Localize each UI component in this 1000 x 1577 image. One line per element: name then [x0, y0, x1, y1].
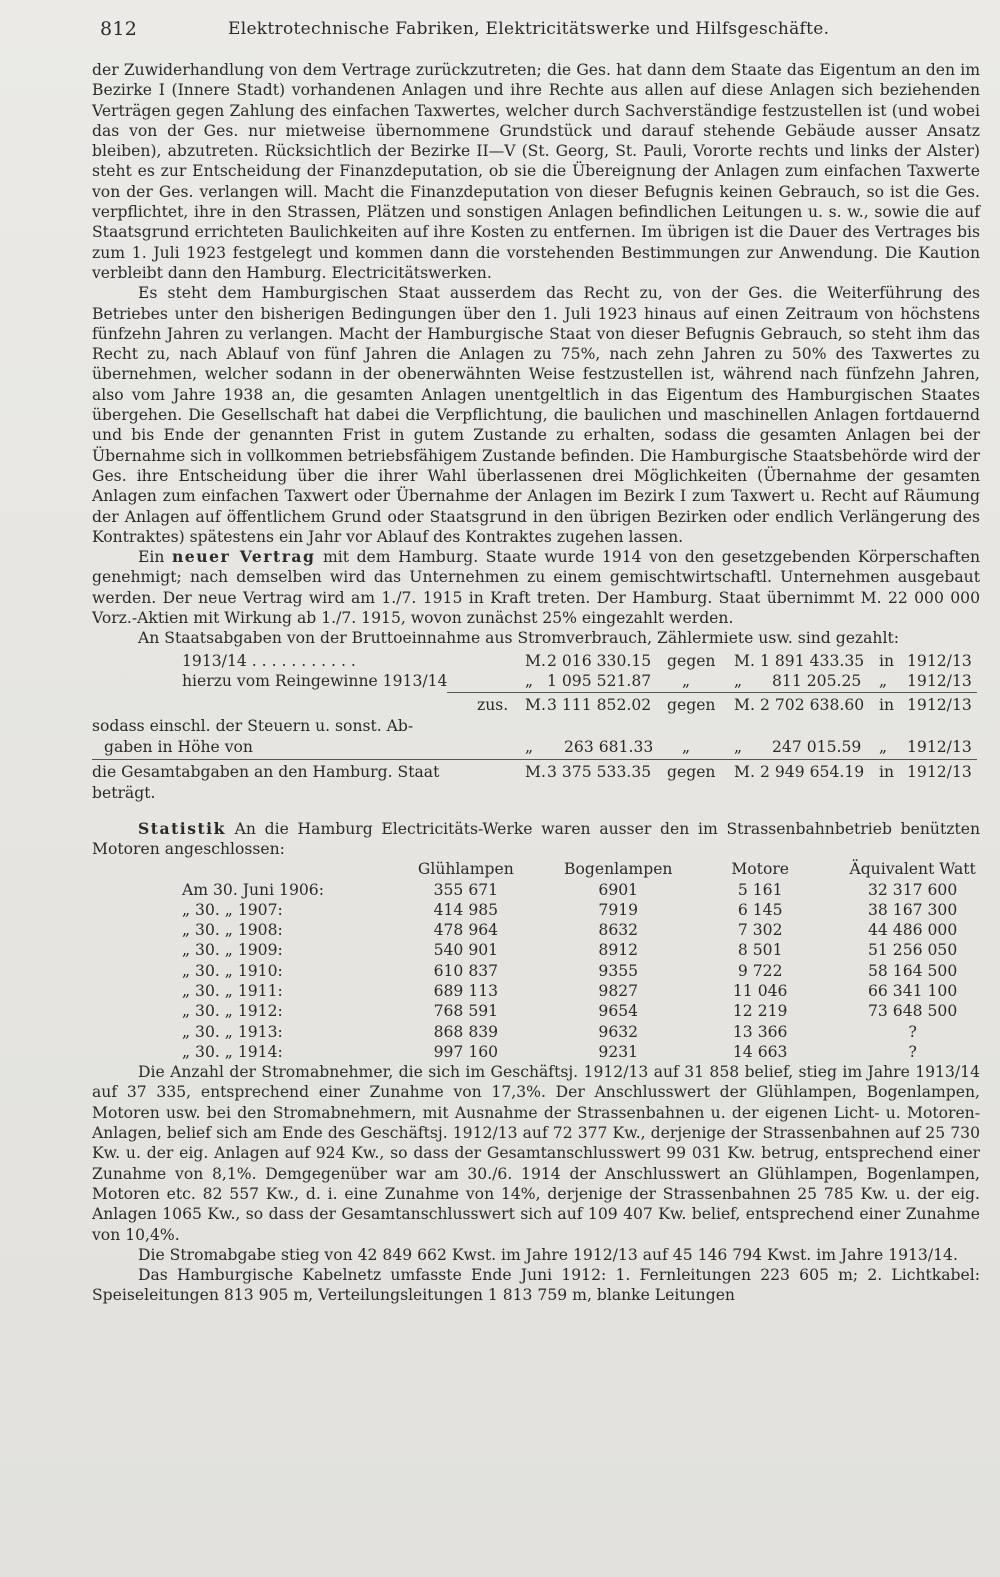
table-cell-date: „ 30. „ 1910:: [182, 961, 283, 980]
revenue-year: 1912/13: [907, 671, 972, 690]
table-cell-bo: 8912: [598, 941, 639, 960]
revenue-label: gaben in Höhe von: [104, 737, 253, 756]
statistik-header-row: [182, 859, 1000, 879]
table-cell-date: Am 30. Juni 1906:: [182, 880, 324, 899]
revenue-value-prev: 811 205.25: [772, 671, 862, 690]
table-cell-mo: 7 302: [737, 921, 783, 940]
paragraph-power-delivery: Die Stromabgabe stieg von 42 849 662 Kwst. im Jahre 1912/13 auf 45 146 794 Kwst. im Jahre 1913/14.: [138, 1245, 958, 1264]
table-cell-gl: 540 901: [433, 941, 499, 960]
revenue-in: in: [879, 651, 895, 670]
table-cell-aw: ?: [908, 1042, 917, 1061]
revenue-row: [92, 671, 980, 691]
table-row: [182, 981, 1000, 1001]
paragraph-state-rights: Es steht dem Hamburgischen Staat ausserdem das Recht zu, von der Ges. die Weiterführung des Betriebes unter den bisherigen Bedingungen über den 1. Juli 1923 hinaus auf einen Zeitraum von höchstens fünfzehn Jahren zu verlangen. Macht der Hamburgische Staat von dieser Befugnis Gebrauch, so steht ihm das Recht zu, nach Ablauf von fünf Jahren die Anlagen zu 75%, nach zehn Jahren zu 50% des Taxwertes zu übernehmen, welcher sodann in der obenerwähnten Weise festzustellen ist, während nach fünfzehn Jahren, also vom Jahre 1938 an, die gesamten Anlagen unentgeltlich in das Eigentum des Hamburgischen Staates übergehen. Die Gesellschaft hat dabei die Verpflichtung, die baulichen und maschinellen Anlagen fortdauernd und bis Ende der genannten Frist in gutem Zustande zu erhalten, sodass die gesamten Anlagen bei der Übernahme sich in vollkommen betriebsfähigem Zustande befinden. Die Hamburgische Staatsbehörde wird der Ges. ihre Entscheidung über die ihrer Wahl überlassenen drei Möglichkeiten (Übernahme der gesamten Anlagen zum einfachen Taxwert oder Übernahme der Anlagen im Bezirk I zum Taxwert u. Recht auf Räumung der Anlagen auf öffentlichem Grund oder Staatsgrund in den übrigen Bezirken oder endlich Verlängerung des Kontraktes) spätestens ein Jahr vor Ablauf des Kontraktes zugehen lassen.: [92, 284, 980, 546]
revenue-value: 3 111 852.02: [547, 695, 652, 714]
revenue-tail-text: beträgt.: [92, 783, 156, 802]
table-cell-gl: 768 591: [433, 1002, 499, 1021]
table-cell-bo: 9231: [598, 1042, 639, 1061]
revenue-value-prev: 1 891 433.35: [760, 651, 865, 670]
table-cell-bo: 6901: [598, 880, 639, 899]
new-contract-text: mit dem Hamburg. Staate wurde 1914 von den gesetzgebenden Körperschaften genehmigt; nach demselben wird das Unternehmen zu einem gemischtwirtschaftl. Unternehmen ausgebaut werden. Der neue Vertrag wird am 1./7. 1915 in Kraft treten. Der Hamburg. Staat übernimmt M. 22 000 000 Vorz.-Aktien mit Wirkung ab 1./7. 1915, wovon zunächst 25% eingezahlt werden.: [92, 548, 980, 628]
table-cell-bo: 9654: [598, 1002, 639, 1021]
table-cell-mo: 5 161: [737, 880, 783, 899]
revenue-gegen: gegen: [667, 695, 716, 714]
revenue-value: 2 016 330.15: [547, 651, 652, 670]
revenue-label: hierzu vom Reingewinne 1913/14: [182, 671, 448, 690]
revenue-row: [92, 762, 980, 782]
revenue-currency-prev: „: [734, 737, 743, 756]
table-cell-date: „ 30. „ 1908:: [182, 921, 283, 940]
table-row: [182, 1022, 1000, 1042]
table-cell-bo: 9632: [598, 1022, 639, 1041]
table-cell-gl: 868 839: [433, 1022, 499, 1041]
paragraph-subscribers: Die Anzahl der Stromabnehmer, die sich im Geschäftsj. 1912/13 auf 31 858 belief, stieg im Jahre 1913/14 auf 37 335, entsprechend einer Zunahme von 17,3%. Der Anschlusswert der Glühlampen, Bogenlampen, Motoren usw. bei den Stromabnehmern, mit Ausnahme der Strassenbahnen u. der eigenen Licht- u. Motoren-Anlagen, belief sich am Ende des Geschäftsj. 1912/13 auf 72 377 Kw., derjenige der Strassenbahnen auf 25 730 Kw. u. der eig. Anlagen auf 924 Kw., so dass der Gesamtanschlusswert 99 031 Kw. betrug, entsprechend einer Zunahme von 8,1%. Demgegenüber war am 30./6. 1914 der Anschlusswert an Glühlampen, Bogenlampen, Motoren etc. 82 557 Kw., d. i. eine Zunahme von 14%, derjenige der Strassenbahnen 25 785 Kw. u. der eig. Anlagen 1065 Kw., so dass der Gesamtanschlusswert sich auf 109 407 Kw. belief, entsprechend einer Zunahme von 10,4%.: [92, 1063, 980, 1244]
revenue-in: „: [879, 737, 888, 756]
page-body: [92, 60, 980, 1306]
table-cell-aw: 38 167 300: [867, 900, 958, 919]
table-row: [182, 940, 1000, 960]
table-row: [182, 920, 1000, 940]
column-header: Äquivalent Watt: [849, 860, 976, 879]
table-cell-date: „ 30. „ 1914:: [182, 1042, 283, 1061]
revenue-row: [92, 737, 980, 757]
table-cell-mo: 14 663: [732, 1042, 788, 1061]
revenue-currency-prev: „: [734, 671, 743, 690]
table-row: [182, 1001, 1000, 1021]
new-contract-lead: Ein: [138, 548, 165, 567]
revenue-row: [92, 651, 980, 671]
table-cell-mo: 12 219: [732, 1002, 788, 1021]
paragraph-contract-terms: der Zuwiderhandlung von dem Vertrage zurückzutreten; die Ges. hat dann dem Staate das Eigentum an den im Bezirke I (Innere Stadt) vorhandenen Anlagen und ihre Rechte aus allen auf diese Anlagen sich beziehenden Verträgen gegen Zahlung des einfachen Taxwertes, welcher durch Sachverständige festzustellen ist (und wobei das von der Ges. nur mietweise übernommene Grundstück und darauf stehende Gebäude ausser Ansatz bleiben), abzutreten. Rücksichtlich der Bezirke II—V (St. Georg, St. Pauli, Vororte rechts und links der Alster) steht es zur Entscheidung der Finanzdeputation, ob sie die Übereignung der Anlagen zum einfachen Taxwerte von der Ges. verlangen will. Macht die Finanzdeputation von dieser Befugnis keinen Gebrauch, so ist die Ges. verpflichtet, ihre in den Strassen, Plätzen und sonstigen Anlagen befindlichen Leitungen u. s. w., sowie die auf Staatsgrund errichteten Baulichkeiten auf ihre Kosten zu entfernen. Im übrigen ist die Dauer des Vertrages bis zum 1. Juli 1923 festgelegt und kommen dann die vorstehenden Bestimmungen zur Anwendung. Die Kaution verbleibt dann den Hamburg. Electricitätswerken.: [92, 61, 980, 282]
revenue-currency: M.: [525, 695, 546, 714]
table-cell-mo: 13 366: [732, 1022, 788, 1041]
table-cell-bo: 9827: [598, 981, 639, 1000]
revenue-gegen: „: [682, 671, 691, 690]
paragraph-statistik: [92, 819, 980, 860]
statistik-corner: [182, 859, 392, 879]
revenue-year: 1912/13: [907, 695, 972, 714]
new-contract-heading: neuer Vertrag: [171, 547, 316, 567]
running-title: Elektrotechnische Fabriken, Elektricitätswerke und Hilfsgeschäfte.: [228, 19, 830, 39]
table-cell-aw: 44 486 000: [867, 921, 958, 940]
sum-rule: [92, 759, 977, 760]
table-cell-bo: 7919: [598, 900, 639, 919]
table-row: [182, 880, 1000, 900]
revenue-label: die Gesamtabgaben an den Hamburg. Staat: [92, 762, 440, 781]
table-cell-bo: 9355: [598, 961, 639, 980]
revenue-row: [92, 695, 980, 715]
revenue-table: [92, 649, 980, 819]
table-cell-gl: 478 964: [433, 921, 499, 940]
table-cell-date: „ 30. „ 1911:: [182, 981, 283, 1000]
table-row: [182, 1042, 1000, 1062]
column-header: Bogenlampen: [564, 860, 673, 879]
table-row: [182, 900, 1000, 920]
revenue-year: 1912/13: [907, 737, 972, 756]
table-cell-bo: 8632: [598, 921, 639, 940]
page-header: [100, 18, 960, 44]
revenue-gegen: gegen: [667, 762, 716, 781]
table-cell-gl: 414 985: [433, 900, 499, 919]
table-cell-date: „ 30. „ 1912:: [182, 1002, 283, 1021]
revenue-value: 263 681.33: [564, 737, 654, 756]
page-number: 812: [100, 18, 138, 40]
revenue-tail: [92, 783, 980, 803]
revenue-label: 1913/14 . . . . . . . . . . .: [182, 651, 356, 670]
paragraph-state-levies: An Staatsabgaben von der Bruttoeinnahme aus Stromverbrauch, Zählermiete usw. sind gezahlt:: [138, 629, 899, 648]
table-cell-aw: ?: [908, 1022, 917, 1041]
revenue-gegen: „: [682, 737, 691, 756]
revenue-currency-prev: M.: [734, 695, 755, 714]
revenue-label-line: [92, 716, 980, 736]
sum-rule: [447, 692, 977, 693]
table-cell-aw: 73 648 500: [867, 1002, 958, 1021]
revenue-value-prev: 247 015.59: [772, 737, 862, 756]
revenue-currency-prev: M.: [734, 762, 755, 781]
table-cell-mo: 11 046: [732, 981, 788, 1000]
revenue-in: in: [879, 695, 895, 714]
table-cell-gl: 355 671: [433, 880, 499, 899]
revenue-currency: M.: [525, 651, 546, 670]
column-header: Motore: [731, 860, 790, 879]
table-cell-date: „ 30. „ 1913:: [182, 1022, 283, 1041]
revenue-currency: „: [525, 671, 534, 690]
paragraph-new-contract: [92, 547, 980, 628]
table-cell-date: „ 30. „ 1907:: [182, 900, 283, 919]
revenue-value: 1 095 521.87: [547, 671, 652, 690]
table-cell-gl: 610 837: [433, 961, 499, 980]
revenue-currency: „: [525, 737, 534, 756]
table-row: [182, 961, 1000, 981]
revenue-currency-prev: M.: [734, 651, 755, 670]
revenue-value-prev: 2 702 638.60: [760, 695, 865, 714]
paragraph-cable-network: Das Hamburgische Kabelnetz umfasste Ende Juni 1912: 1. Fernleitungen 223 605 m; 2. Lichtkabel: Speiseleitungen 813 905 m, Verteilungsleitungen 1 813 759 m, blanke Leitungen: [92, 1266, 980, 1305]
table-cell-mo: 6 145: [737, 900, 783, 919]
revenue-label: sodass einschl. der Steuern u. sonst. Ab-: [92, 716, 414, 735]
revenue-gegen: gegen: [667, 651, 716, 670]
revenue-label: zus.: [477, 695, 509, 714]
revenue-year: 1912/13: [907, 651, 972, 670]
statistik-body: [182, 880, 1000, 1063]
table-cell-aw: 66 341 100: [867, 981, 958, 1000]
statistik-heading: Statistik: [138, 818, 226, 838]
revenue-value: 3 375 533.35: [547, 762, 652, 781]
table-cell-mo: 8 501: [737, 941, 783, 960]
table-cell-aw: 58 164 500: [867, 961, 958, 980]
table-cell-date: „ 30. „ 1909:: [182, 941, 283, 960]
table-cell-aw: 32 317 600: [867, 880, 958, 899]
column-header: Glühlampen: [417, 860, 514, 879]
revenue-year: 1912/13: [907, 762, 972, 781]
table-cell-gl: 997 160: [433, 1042, 499, 1061]
revenue-value-prev: 2 949 654.19: [760, 762, 865, 781]
revenue-currency: M.: [525, 762, 546, 781]
revenue-in: in: [879, 762, 895, 781]
revenue-in: „: [879, 671, 888, 690]
statistik-intro: An die Hamburg Electricitäts-Werke waren ausser den im Strassenbahnbetrieb benützten Motoren angeschlossen:: [92, 819, 980, 858]
table-cell-gl: 689 113: [433, 981, 499, 1000]
table-cell-aw: 51 256 050: [867, 941, 958, 960]
statistik-table: [182, 859, 1000, 1062]
table-cell-mo: 9 722: [737, 961, 783, 980]
